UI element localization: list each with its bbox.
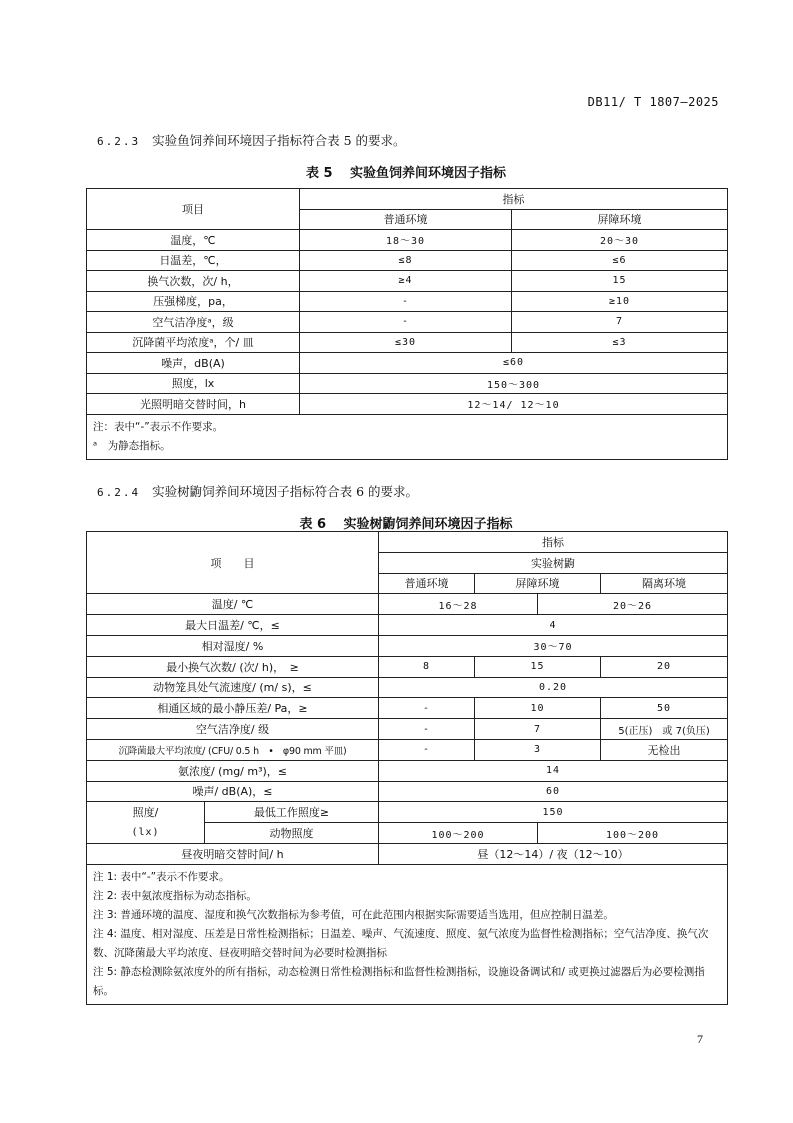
cell-all: 60 [379,781,728,802]
table-row [87,394,728,415]
clause-text: 实验鱼饲养间环境因子指标符合表 5 的要求。 [152,133,406,148]
note-line: 注 3: 普通环境的温度、湿度和换气次数指标为参考值，可在此范围内根据实际需要适当选用，但应控制日温差。 [93,908,614,921]
cell-barrier: ≥10 [512,291,728,312]
row-item: 相对湿度/ % [87,635,379,656]
cell-other: 100～200 [538,823,728,844]
clause-number: 6.2.3 [97,135,141,148]
cell-isolation: 20 [601,656,728,677]
row-item: 日温差，℃， [87,250,300,271]
cell-barrier: ≤3 [512,332,728,353]
row-item: 压强梯度，pa， [87,291,300,312]
row-item: 温度/ ℃ [87,594,379,615]
cell-merged: 150～300 [300,373,728,394]
cell-barrier: 10 [475,698,601,719]
note-line: 注：表中“-”表示不作要求。 [93,420,224,433]
row-item: 动物笼具处气流速度/ (m/ s)，≤ [87,677,379,698]
table6-notes [87,864,728,1004]
cell-normal: ≥4 [300,271,512,292]
cell-normal: - [379,719,475,740]
table-row [87,373,728,394]
table-row [87,656,728,677]
cell-all: 14 [379,760,728,781]
note-line: 注 5: 静态检测除氨浓度外的所有指标，动态检测日常性检测指标和监督性检测指标，设施设备调试和/ 或更换过滤器后为必要检测指标。 [93,965,705,997]
table5-caption: 表 5 实验鱼饲养间环境因子指标 [305,166,507,181]
table5-col-item: 项目 [87,189,300,230]
cell-barrier: 7 [512,312,728,333]
table-row [87,332,728,353]
cell-normal: 18～30 [300,230,512,251]
table5-col-barrier: 屏障环境 [512,209,728,230]
illuminance-label: 照度/ [132,805,159,819]
clause-6-2-3 [97,131,406,149]
row-item: 最低工作照度≥ [205,802,379,823]
illuminance-unit: (lx) [131,826,160,838]
row-item: 昼夜明暗交替时间/ h [87,843,379,864]
row-item: 噪声，dB(A) [87,353,300,374]
cell-merged: ≤60 [300,353,728,374]
table-row [87,760,728,781]
cell-all: 30～70 [379,635,728,656]
table-row [87,414,728,459]
note-line: ᵃ 为静态指标。 [93,439,171,452]
cell-normal: ≤8 [300,250,512,271]
clause-number: 6.2.4 [97,486,141,499]
row-item: 沉降菌平均浓度ᵃ，个/ 皿 [87,332,300,353]
row-item: 相通区域的最小静压差/ Pa，≥ [87,698,379,719]
row-item: 最小换气次数/ (次/ h)， ≥ [87,656,379,677]
row-item: 氨浓度/ (mg/ m³)，≤ [87,760,379,781]
table5-col-indicator: 指标 [300,189,728,210]
table6-col-barrier: 屏障环境 [475,573,601,594]
row-item: 动物照度 [205,823,379,844]
table-row [87,230,728,251]
cell-normal: - [300,291,512,312]
cell-barrier: 7 [475,719,601,740]
table-row [87,271,728,292]
row-item: 最大日温差/ ℃，≤ [87,615,379,636]
row-item: 温度，℃ [87,230,300,251]
cell-normal: - [300,312,512,333]
cell-all: 昼（12～14）/ 夜（12～10） [379,843,728,864]
table-row [87,698,728,719]
cell-other: 20～26 [538,594,728,615]
table6-col-normal: 普通环境 [379,573,475,594]
cell-barrier: ≤6 [512,250,728,271]
table-row [87,291,728,312]
note-line: 注 4: 温度、相对湿度、压差是日常性检测指标；日温差、噪声、气流速度、照度、氨气浓度为监督性检测指标；空气洁净度、换气次数、沉降菌最大平均浓度、昼夜明暗交替时间为必要时检测指标 [93,927,709,959]
row-item: 空气洁净度/ 级 [87,719,379,740]
note-line: 注 1: 表中“-”表示不作要求。 [93,870,230,883]
cell-barrier: 20～30 [512,230,728,251]
table-row [87,312,728,333]
row-item: 换气次数，次/ h， [87,271,300,292]
table-row [87,189,728,210]
table-row [87,781,728,802]
cell-merged: 12～14/ 12～10 [300,394,728,415]
cell-normal: 16～28 [379,594,538,615]
cell-normal: 8 [379,656,475,677]
row-item: 噪声/ dB(A)，≤ [87,781,379,802]
table-row [87,615,728,636]
cell-normal: ≤30 [300,332,512,353]
cell-all: 0.20 [379,677,728,698]
table6-col-group: 实验树鼩 [379,552,728,573]
cell-normal: 100～200 [379,823,538,844]
table-row [87,594,728,615]
document-code: DB11/ T 1807—2025 [587,95,719,109]
table6 [86,531,728,1005]
cell-isolation: 无检出 [601,739,728,760]
row-item: 空气洁净度ᵃ，级 [87,312,300,333]
table6-col-indicator: 指标 [379,532,728,553]
table-row [87,353,728,374]
row-item: 光照明暗交替时间，h [87,394,300,415]
table6-caption: 表 6 实验树鼩饲养间环境因子指标 [299,517,513,532]
row-item: 照度，lx [87,373,300,394]
illuminance-group-label [87,802,205,844]
page-number: 7 [697,1032,703,1046]
cell-isolation: 50 [601,698,728,719]
cell-barrier: 15 [475,656,601,677]
table5 [86,188,728,460]
cell-all: 4 [379,615,728,636]
cell-normal: - [379,739,475,760]
cell-isolation: 5(正压) 或 7(负压) [601,719,728,740]
cell-barrier: 15 [512,271,728,292]
cell-normal: - [379,698,475,719]
cell-all: 150 [379,802,728,823]
table6-col-item: 项 目 [87,532,379,594]
clause-6-2-4 [97,482,418,500]
table-row [87,719,728,740]
table-row [87,864,728,1004]
cell-barrier: 3 [475,739,601,760]
row-item: 沉降菌最大平均浓度/ (CFU/ 0.5 h • φ90 mm 平皿) [87,739,379,760]
table-row [87,250,728,271]
table5-col-normal: 普通环境 [300,209,512,230]
table-row [87,739,728,760]
table-row [87,843,728,864]
clause-text: 实验树鼩饲养间环境因子指标符合表 6 的要求。 [152,484,419,499]
table6-col-isolation: 隔离环境 [601,573,728,594]
table5-notes [87,414,728,459]
table-row [87,635,728,656]
table-row [87,802,728,823]
note-line: 注 2: 表中氨浓度指标为动态指标。 [93,889,257,902]
table-row [87,532,728,553]
table-row [87,677,728,698]
